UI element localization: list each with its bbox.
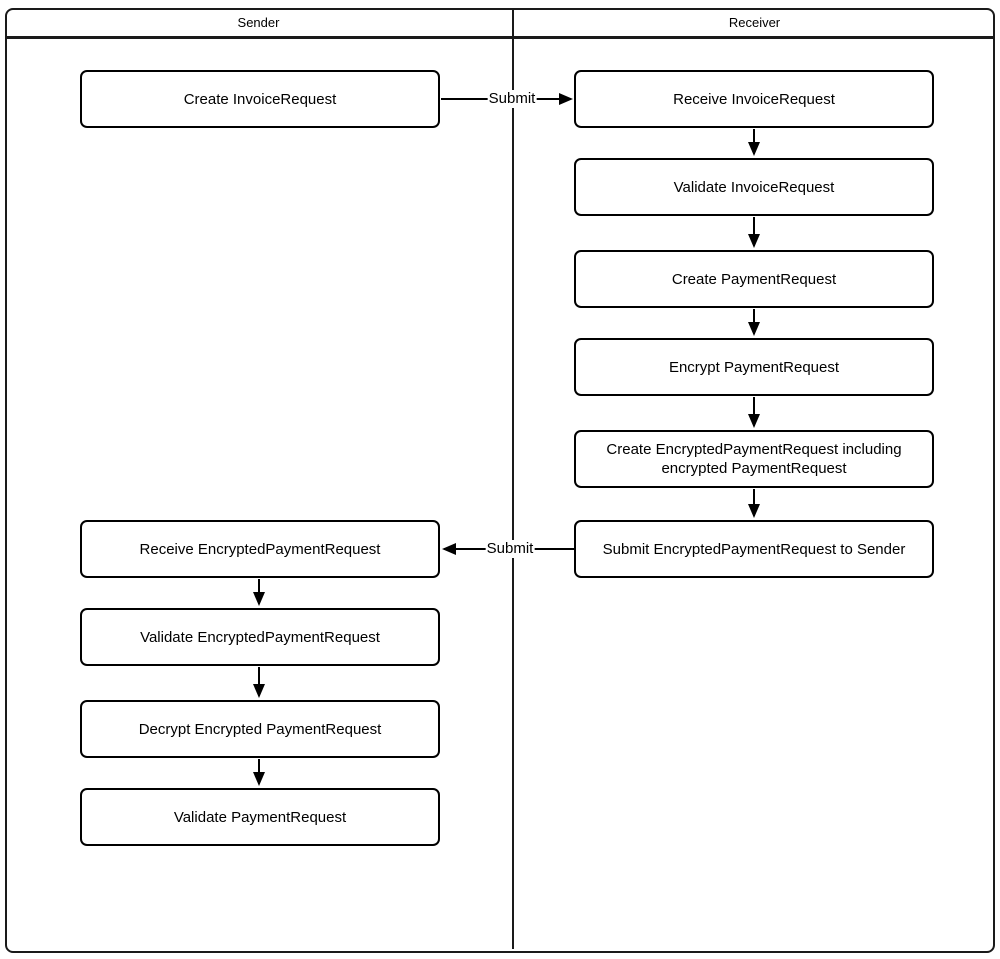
lane-title-sender: Sender xyxy=(237,14,280,30)
node-label: Validate InvoiceRequest xyxy=(673,178,835,196)
node-label: Decrypt Encrypted PaymentRequest xyxy=(138,720,382,738)
node-create-encrypted-payment-request xyxy=(574,430,934,488)
node-validate-encrypted-payment-request xyxy=(80,608,440,666)
node-label: Create PaymentRequest xyxy=(671,270,837,288)
node-validate-payment-request xyxy=(80,788,440,846)
edge-label-submit-top: Submit xyxy=(488,90,536,107)
node-label: Receive InvoiceRequest xyxy=(673,90,835,108)
node-create-invoice-request xyxy=(80,70,440,128)
node-encrypt-payment-request xyxy=(574,338,934,396)
node-label: Encrypt PaymentRequest xyxy=(668,358,840,376)
node-create-payment-request xyxy=(574,250,934,308)
node-receive-invoice-request xyxy=(574,70,934,128)
node-label: Submit EncryptedPaymentRequest to Sender xyxy=(602,540,906,558)
node-validate-invoice-request xyxy=(574,158,934,216)
node-label: Receive EncryptedPaymentRequest xyxy=(139,540,381,558)
node-label: Create EncryptedPaymentRequest including encrypted PaymentRequest xyxy=(606,441,902,477)
lane-title-receiver: Receiver xyxy=(728,14,781,30)
node-receive-encrypted-payment-request xyxy=(80,520,440,578)
lane-divider xyxy=(512,8,514,949)
node-label: Validate PaymentRequest xyxy=(173,808,347,826)
node-label: Create InvoiceRequest xyxy=(183,90,337,108)
node-submit-encrypted-payment-request xyxy=(574,520,934,578)
lane-header-separator xyxy=(5,36,995,39)
node-decrypt-encrypted-payment-request xyxy=(80,700,440,758)
edge-label-submit-bottom: Submit xyxy=(486,540,534,557)
node-label: Validate EncryptedPaymentRequest xyxy=(140,628,380,646)
